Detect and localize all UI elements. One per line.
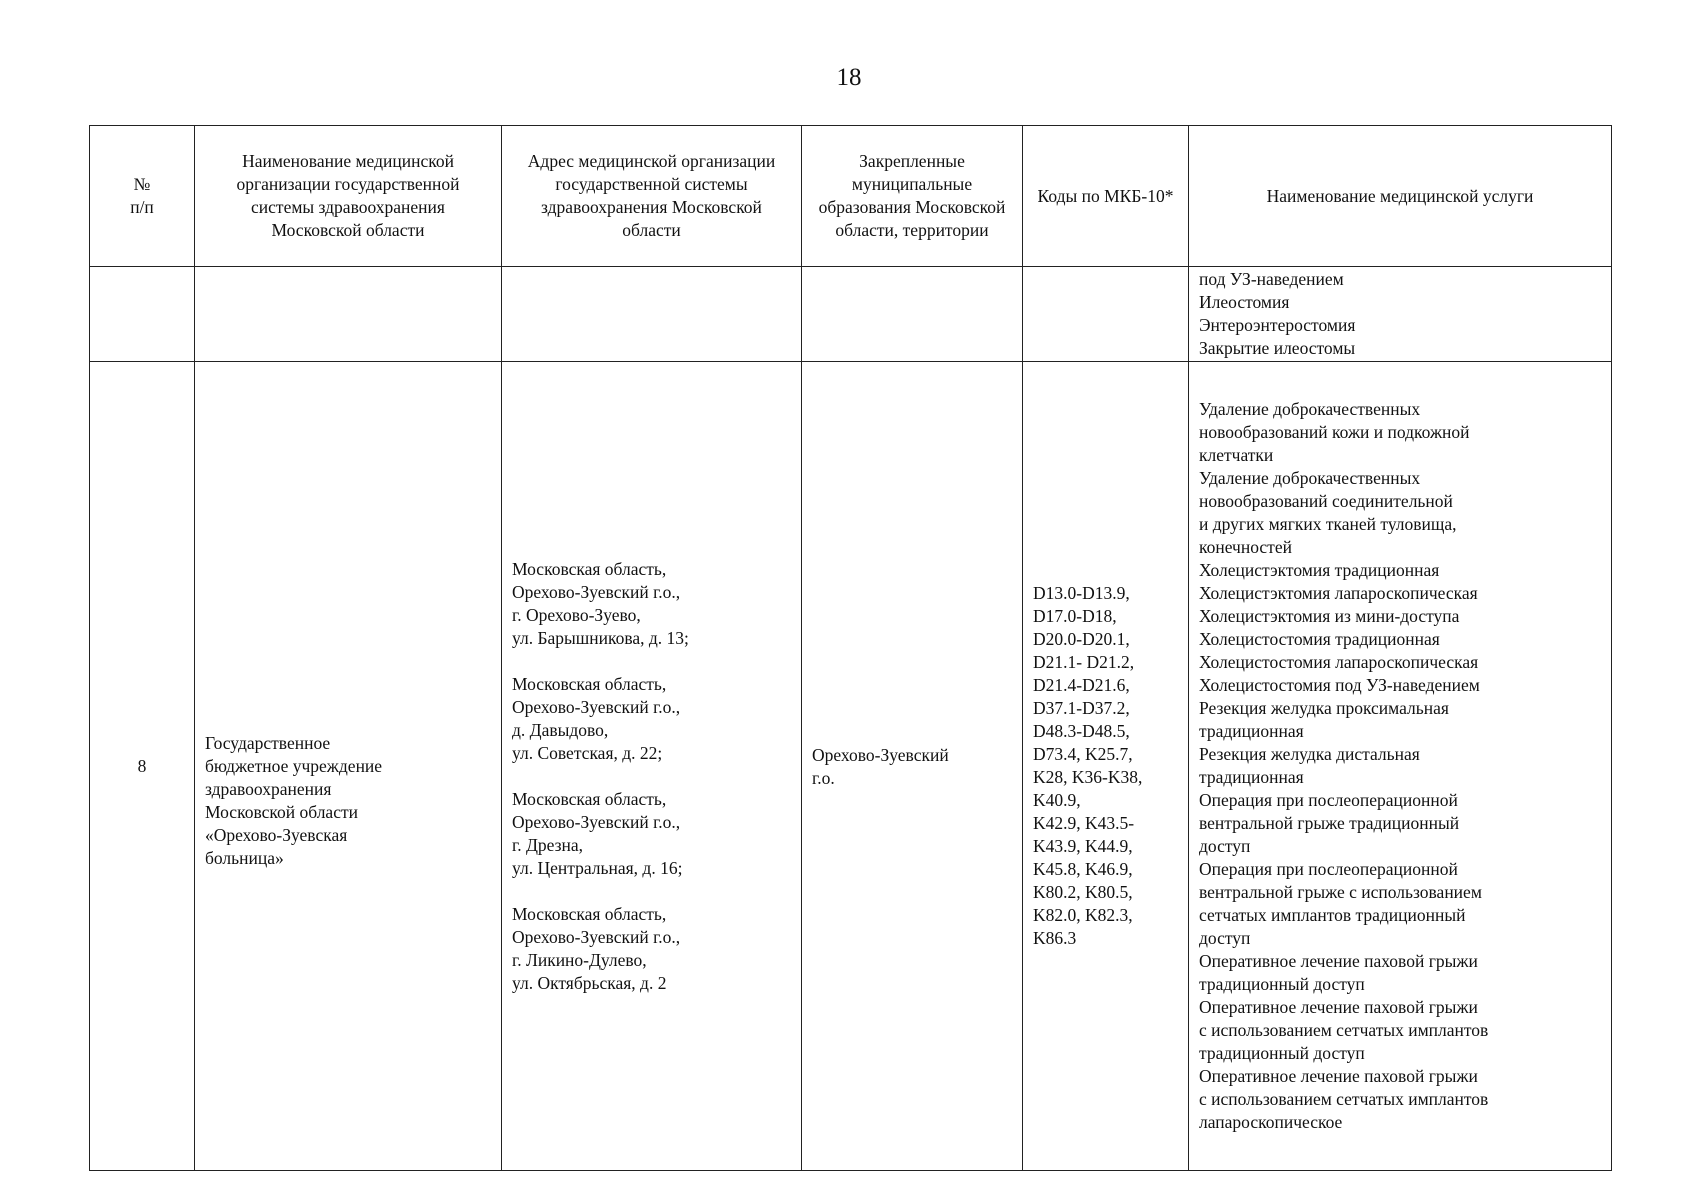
table-row-8 xyxy=(90,362,1612,1171)
address-block xyxy=(512,558,791,650)
service-line: клетчатки xyxy=(1199,445,1274,465)
address-line: д. Давыдово, xyxy=(512,719,609,740)
address-line: г. Дрезна, xyxy=(512,834,584,855)
service-line: Оперативное лечение паховой грыжи xyxy=(1199,951,1478,971)
cont-territories-cell xyxy=(802,267,1023,362)
cont-services-cell xyxy=(1189,267,1612,362)
service-line: Холецистостомия лапароскопическая xyxy=(1199,652,1479,672)
service-line: доступ xyxy=(1199,928,1251,948)
code-line: D21.4-D21.6, xyxy=(1033,675,1130,695)
org-name-line: больница» xyxy=(205,848,284,868)
service-line: Холецистостомия под УЗ-наведением xyxy=(1199,675,1480,695)
header-num: № п/п xyxy=(90,126,195,267)
address-line: ул. Октябрьская, д. 2 xyxy=(512,972,667,993)
address-line: Орехово-Зуевский г.о., xyxy=(512,581,681,602)
cont-org-cell xyxy=(195,267,502,362)
service-line: Энтероэнтеростомия xyxy=(1199,315,1356,335)
code-line: K42.9, K43.5- xyxy=(1033,813,1135,833)
service-line: Удаление доброкачественных xyxy=(1199,468,1421,488)
service-line: Холецистэктомия лапароскопическая xyxy=(1199,583,1478,603)
territory-line: г.о. xyxy=(812,768,835,788)
service-line: Резекция желудка проксимальная xyxy=(1199,698,1449,718)
code-line: D21.1- D21.2, xyxy=(1033,652,1135,672)
address-block xyxy=(512,788,791,880)
code-line: D37.1-D37.2, xyxy=(1033,698,1130,718)
code-line: D20.0-D20.1, xyxy=(1033,629,1130,649)
service-line: с использованием сетчатых имплантов xyxy=(1199,1089,1489,1109)
code-line: D48.3-D48.5, xyxy=(1033,721,1130,741)
service-line: новообразований соединительной xyxy=(1199,491,1453,511)
address-line: Московская область, xyxy=(512,673,667,694)
org-name-line: бюджетное учреждение xyxy=(205,756,383,776)
service-line: Закрытие илеостомы xyxy=(1199,338,1356,358)
header-address: Адрес медицинской организации государственной системы здравоохранения Московской области xyxy=(502,126,802,267)
service-line: конечностей xyxy=(1199,537,1292,557)
header-service: Наименование медицинской услуги xyxy=(1189,126,1612,267)
code-line: D73.4, K25.7, xyxy=(1033,744,1133,764)
territories-cell xyxy=(802,362,1023,1171)
codes-cell xyxy=(1023,362,1189,1171)
service-line: с использованием сетчатых имплантов xyxy=(1199,1020,1489,1040)
org-name-line: Государственное xyxy=(205,733,331,753)
address-line: Орехово-Зуевский г.о., xyxy=(512,811,681,832)
service-line: доступ xyxy=(1199,836,1251,856)
table-row-continuation xyxy=(90,267,1612,362)
address-line: Московская область, xyxy=(512,788,667,809)
address-line: ул. Барышникова, д. 13; xyxy=(512,627,689,648)
code-line: K82.0, K82.3, xyxy=(1033,905,1133,925)
cont-num-cell xyxy=(90,267,195,362)
address-line: Московская область, xyxy=(512,903,667,924)
header-territories: Закрепленные муниципальные образования Московской области, территории xyxy=(802,126,1023,267)
service-line: Операция при послеоперационной xyxy=(1199,790,1458,810)
territory-line: Орехово-Зуевский xyxy=(812,745,949,765)
org-name-line: «Орехово-Зуевская xyxy=(205,825,348,845)
service-line: вентральной грыже традиционный xyxy=(1199,813,1460,833)
page-number: 18 xyxy=(836,64,862,91)
service-line: Резекция желудка дистальная xyxy=(1199,744,1420,764)
org-name-cell xyxy=(195,362,502,1171)
row-num-cell: 8 xyxy=(90,362,195,1171)
address-line: Орехово-Зуевский г.о., xyxy=(512,696,681,717)
address-line: ул. Центральная, д. 16; xyxy=(512,857,683,878)
code-line: K28, K36-K38, xyxy=(1033,767,1143,787)
org-name-line: здравоохранения xyxy=(205,779,332,799)
service-line: традиционная xyxy=(1199,721,1304,741)
address-line: г. Орехово-Зуево, xyxy=(512,604,641,625)
code-line: K40.9, xyxy=(1033,790,1081,810)
code-line: D13.0-D13.9, xyxy=(1033,583,1130,603)
org-name-line: Московской области xyxy=(205,802,358,822)
service-line: Оперативное лечение паховой грыжи xyxy=(1199,1066,1478,1086)
address-line: Орехово-Зуевский г.о., xyxy=(512,926,681,947)
service-line: лапароскопическое xyxy=(1199,1112,1343,1132)
service-line: под УЗ-наведением xyxy=(1199,269,1344,289)
service-line: Холецистэктомия традиционная xyxy=(1199,560,1440,580)
code-line: D17.0-D18, xyxy=(1033,606,1117,626)
services-cell xyxy=(1189,362,1612,1171)
service-line: традиционная xyxy=(1199,767,1304,787)
service-line: традиционный доступ xyxy=(1199,1043,1365,1063)
service-line: традиционный доступ xyxy=(1199,974,1365,994)
code-line: K45.8, K46.9, xyxy=(1033,859,1133,879)
service-line: Оперативное лечение паховой грыжи xyxy=(1199,997,1478,1017)
service-line: новообразований кожи и подкожной xyxy=(1199,422,1470,442)
service-line: сетчатых имплантов традиционный xyxy=(1199,905,1466,925)
service-line: Холецистостомия традиционная xyxy=(1199,629,1440,649)
service-line: Удаление доброкачественных xyxy=(1199,399,1421,419)
medical-services-table xyxy=(89,125,1612,1171)
service-line: и других мягких тканей туловища, xyxy=(1199,514,1457,534)
service-line: Холецистэктомия из мини-доступа xyxy=(1199,606,1460,626)
service-line: Операция при послеоперационной xyxy=(1199,859,1458,879)
address-line: ул. Советская, д. 22; xyxy=(512,742,663,763)
service-line: Илеостомия xyxy=(1199,292,1290,312)
address-cell xyxy=(502,362,802,1171)
table-header-row xyxy=(90,126,1612,267)
cont-address-cell xyxy=(502,267,802,362)
code-line: K80.2, K80.5, xyxy=(1033,882,1133,902)
cont-codes-cell xyxy=(1023,267,1189,362)
address-line: Московская область, xyxy=(512,558,667,579)
service-line: вентральной грыже с использованием xyxy=(1199,882,1482,902)
code-line: K43.9, K44.9, xyxy=(1033,836,1133,856)
code-line: K86.3 xyxy=(1033,928,1077,948)
header-org-name: Наименование медицинской организации государственной системы здравоохранения Московской области xyxy=(195,126,502,267)
address-block xyxy=(512,673,791,765)
address-line: г. Ликино-Дулево, xyxy=(512,949,647,970)
address-block xyxy=(512,903,791,995)
header-codes: Коды по МКБ-10* xyxy=(1023,126,1189,267)
